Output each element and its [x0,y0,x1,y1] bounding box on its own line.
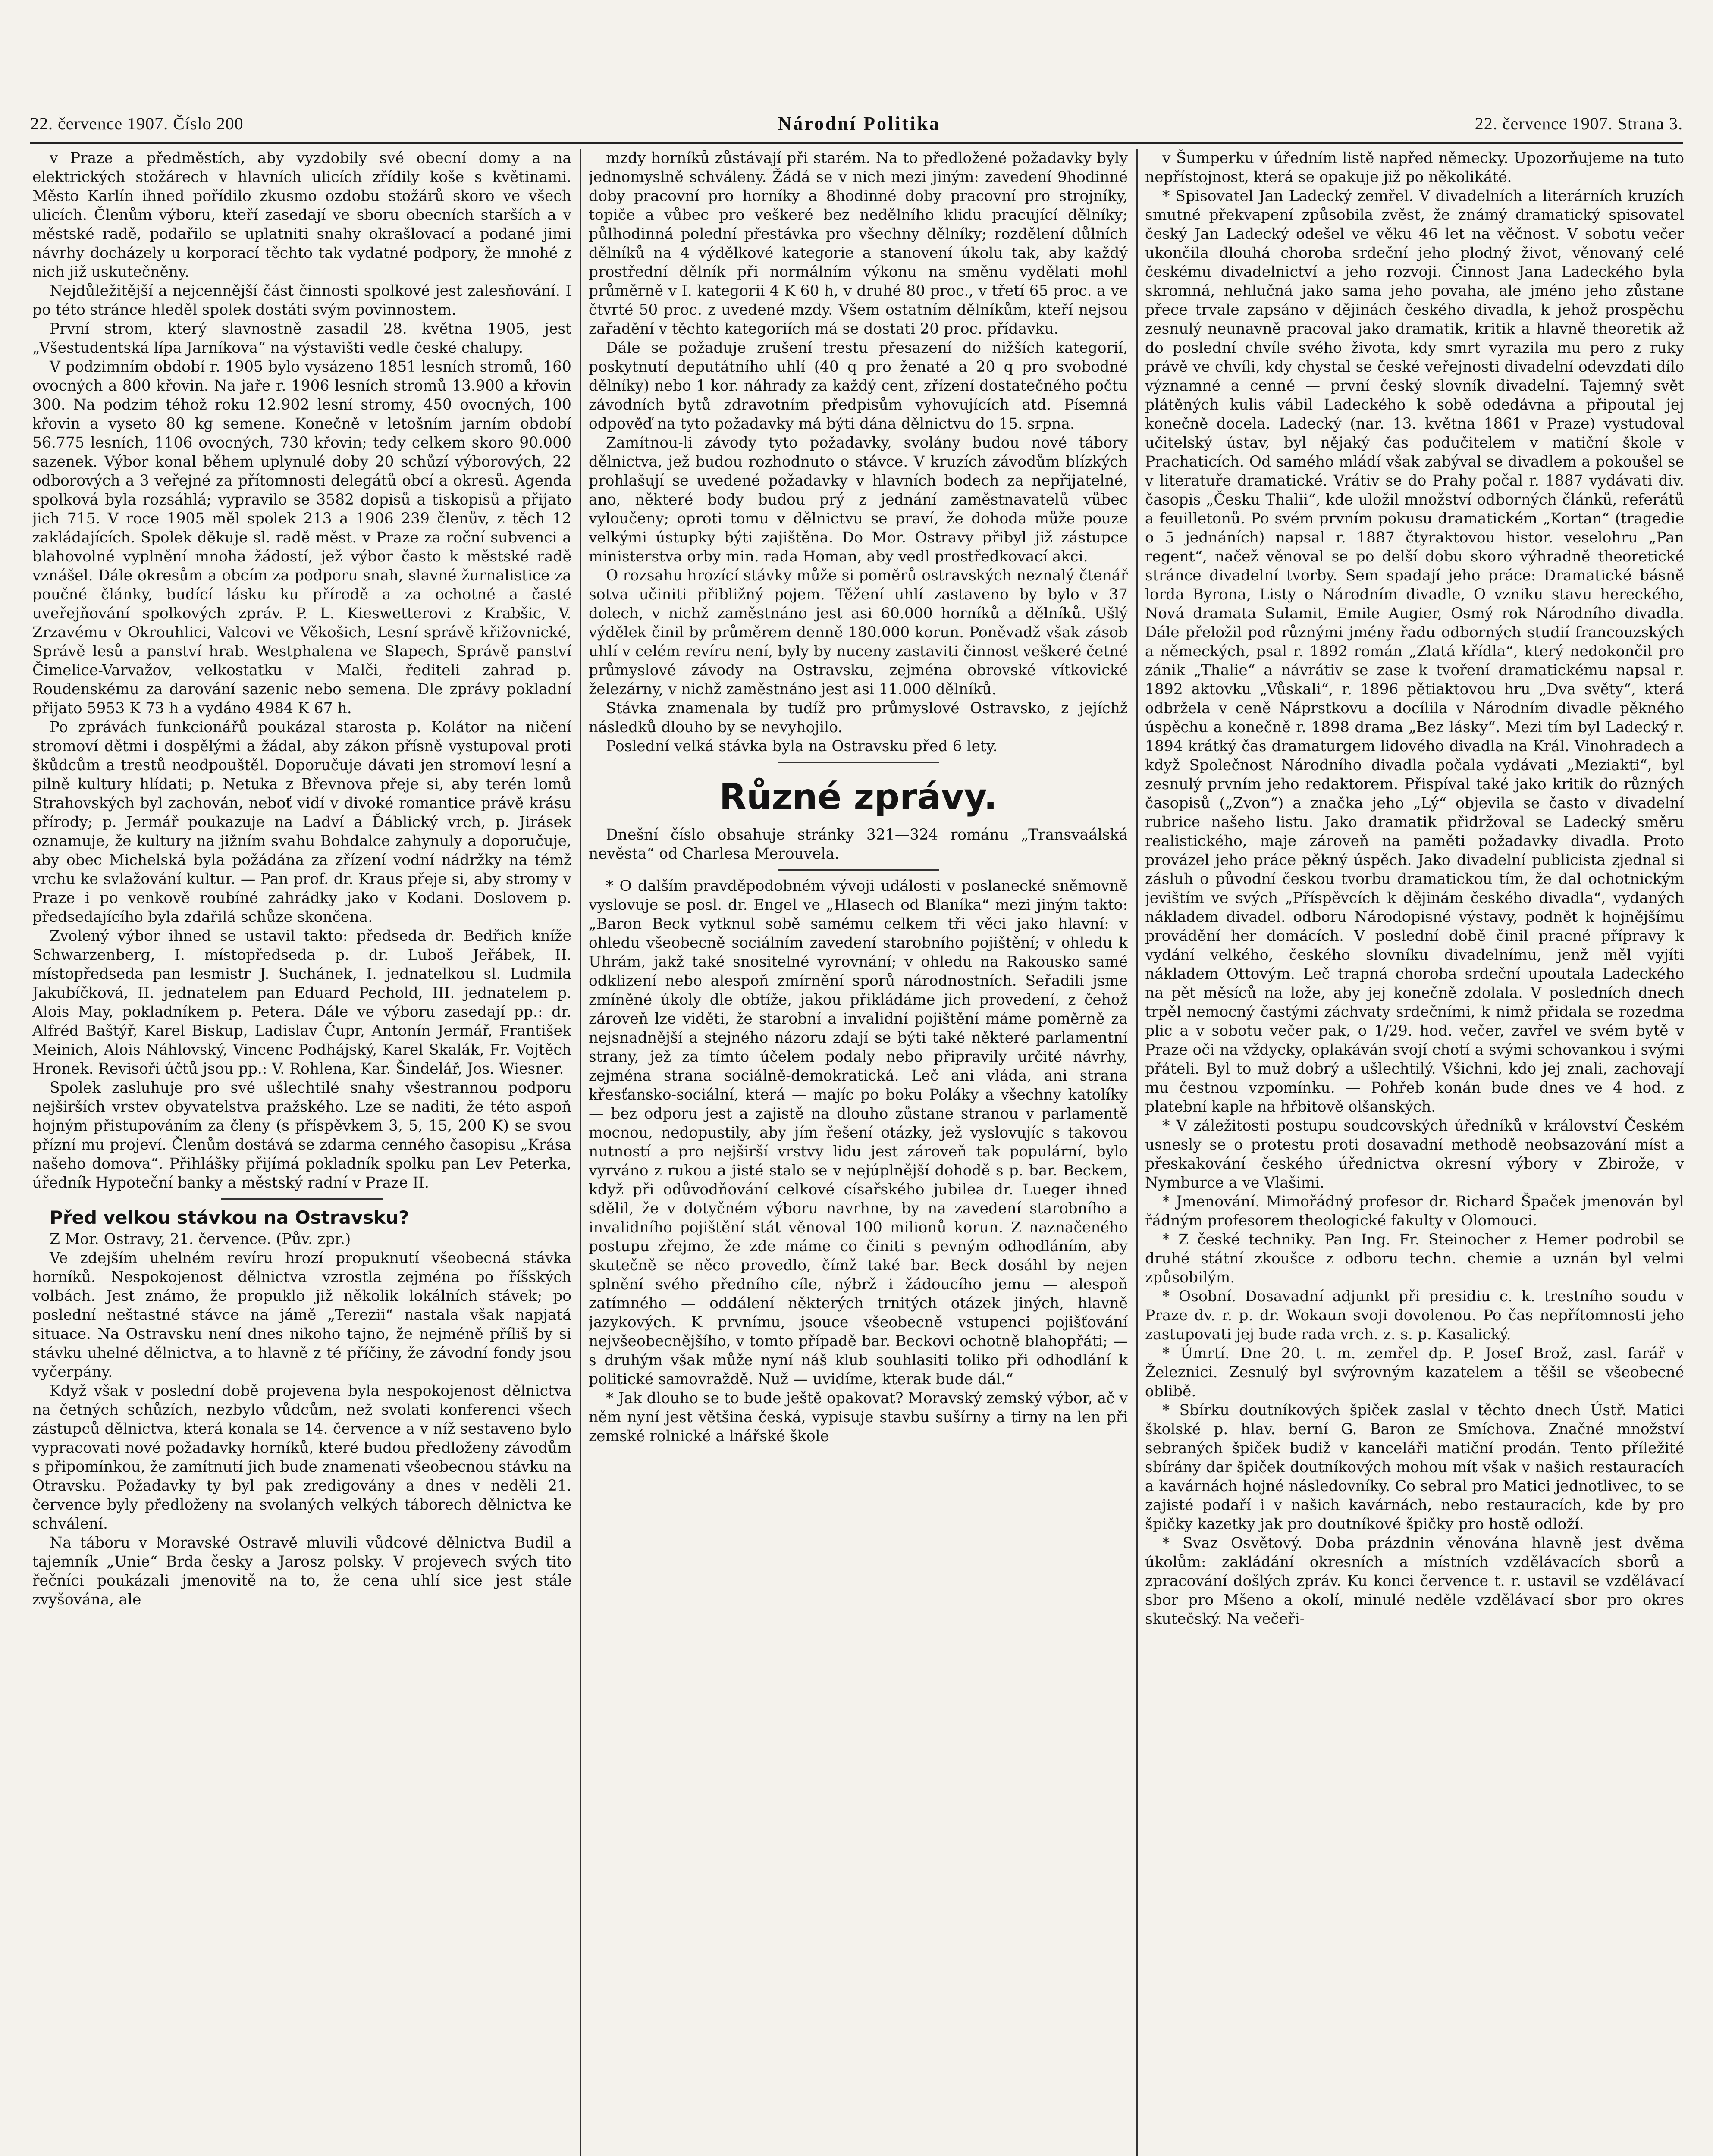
paragraph: Zvolený výbor ihned se ustavil takto: předseda dr. Bedřich kníže Schwarzenberg, I. místopředseda p. dr. Luboš Jeřábek, II. místopředseda pan lesmistr J. Suchánek, I. jednatelkou sl. Ludmila Jakubíčková, II. jednatelem pan Eduard Pechold, III. jednatelem p. Alois May, pokladníkem p. Petera. Dále ve výboru zasedají pp.: dr. Alfréd Baštýř, Karel Biskup, Ladislav Čupr, Antonín Jermář, František Meinich, Alois Náhlovský, Vincenc Podhájský, Karel Skalák, Fr. Vojtěch Hronek. Revisoři účtů jsou pp.: V. Rohlena, Kar. Šindelář, Jos. Wiesner. [32,928,571,1078]
paragraph: v Praze a předměstích, aby vyzdobily své obecní domy a na elektrických stožárech v hlavních ulicích zřídily koše s květinami. Město Karlín ihned pořídilo zkusmo ozdobu stožárů skoro ve všech ulicích. Členům výboru, kteří zasedají ve sboru obecních starších a v městské radě, podařilo se uplatniti snahy okrašlovací a podané jimi návrhy docházely u korporací těchto tak vydatné podpory, že mnohé z nich již uskutečněny. [32,150,571,281]
paragraph: Dnešní číslo obsahuje stránky 321—324 románu „Transvaálská nevěsta“ od Charlesa Merouvela. [589,826,1128,862]
column-1 [32,149,571,2156]
page-header [30,108,1683,139]
header-date-page: 22. července 1907. Strana 3. [1475,113,1683,133]
paragraph: * Jak dlouho se to bude ještě opakovat? Moravský zemský výbor, ač v něm nyní jest většina česká, vypisuje stavbu sušírny a tirny na len při zemské rolnické a lnářské škole [589,1390,1128,1445]
masthead: Národní Politika [778,113,941,134]
column-2 [589,149,1128,2156]
paragraph: V podzimním období r. 1905 bylo vysázeno 1851 lesních stromů, 160 ovocných a 800 křovin. Na jaře r. 1906 lesních stromů 13.900 a křovin 300. Na podzim téhož roku 12.902 lesní stromy, 450 ovocných, 100 křovin a vyseto 80 kg semene. Konečně v letošním jarním období 56.775 lesních, 1106 ovocných, 730 křovin; tedy celkem skoro 90.000 sazenek. Výbor konal během uplynulé doby 20 schůzí výborových, 22 odborových a 3 veřejné za přítomnosti delegátů obcí a okresů. Agenda spolková byla rozsáhlá; vypravilo se 3582 dopisů a tiskopisů a přijato jich 715. V roce 1905 měl spolek 213 a 1906 239 členův, z těch 12 zakládajících. Spolek děkuje sl. radě měst. v Praze za roční subvenci a blahovolné vyplnění mnoha žádostí, jež výbor často k městské radě vznášel. Dále okresům a obcím za podporu snah, slavné žurnalistice za poučné články, budící lásku ku přírodě a za ochotné a časté uveřejňování spolkových zpráv. P. L. Kieswetterovi z Krabšic, V. Zrzavému v Okrouhlici, Valcovi ve Věkošich, Lesní správě křižovnické, Správě lesů a panství hrab. Westphalena ve Slapech, Správě panství Čimelice-Varvažov, velkostatku v Malči, řediteli zahrad p. Roudenskému za darování sazenic nebo semena. Dle zprávy pokladní přijato 5953 K 73 h a vydáno 4984 K 67 h. [32,358,571,717]
paragraph: * Osobní. Dosavadní adjunkt při presidiu c. k. trestního soudu v Praze dv. r. p. dr. Wokaun svoji dovolenou. Po čas nepřítomnosti jeho zastupovati jej bude rada vrch. z. s. p. Kasalický. [1145,1288,1684,1343]
paragraph: Nejdůležitější a nejcennější část činnosti spolkové jest zalesňování. I po této stránce hleděl spolek dostáti svým povinnostem. [32,282,571,319]
paragraph: mzdy horníků zůstávají při starém. Na to předložené požadavky byly jednomyslně schváleny. Žádá se v nich mezi jiným: zavedení 9hodinné doby pracovní pro horníky a 8hodinné doby pracovní pro strojníky, topiče a vůbec pro veškeré bez nedělního klidu pracující dělníky; půlhodinná polední přestávka pro všechny dělníky; rozdělení důlních dělníků na 4 výdělkové kategorie a stanovení úkolu tak, aby každý prostřední dělník při normálním výkonu na směnu vydělati mohl průměrně v I. kategorii 4 K 60 h, v druhé 80 proc., v třetí 65 proc. a ve čtvrté 50 proc. z uvedené mzdy. Všem ostatním dělníkům, kteří nejsou zařadění v těchto kategoriích má se dostati 20 proc. přídavku. [589,150,1128,338]
paragraph: * Jmenování. Mimořádný profesor dr. Richard Špaček jmenován byl řádným profesorem theologické fakulty v Olomouci. [1145,1193,1684,1229]
paragraph: * V záležitosti postupu soudcovských úředníků v království Českém usnesly se o protestu proti dosavadní methodě neobsazování míst a přeskakování českého úřednictva okresní výbory v Zbirože, v Nymburce a ve Vlašimi. [1145,1117,1684,1191]
header-rule [30,142,1683,144]
paragraph: Ve zdejším uhelném revíru hrozí propuknutí všeobecná stávka horníků. Nespokojenost dělnictva vzrostla zejména po říšských volbách. Jest známo, že propuklo již několik lokálních stávek; po poslední neštastné stávce na jámě „Terezii“ nastala však napjatá situace. Na Ostravsku není dnes nikoho tajno, že nejméně příliš by si stávku uhelné dělnictva, a to hlavně z té příčiny, že závodní fondy jsou vyčerpány. [32,1250,571,1381]
section-separator [778,762,939,763]
article-heading: Před velkou stávkou na Ostravsku? [50,1207,409,1228]
paragraph: Zamítnou-li závody tyto požadavky, svolány budou nové tábory dělnictva, jež budou rozhodnuto o stávce. V kruzích závodům blízkých prohlašují se uvedené požadavky v hlavních bodech za nepřijatelné, ano, některé body budou prý z jednání zaměstnavatelů vůbec vyloučeny; oproti tomu v dělnictvu se praví, že dohoda může pouze velkými ústupky býti zajištěna. Do Mor. Ostravy přibyl již zástupce ministerstva orby min. rada Homan, aby vedl prostředkovací akci. [589,434,1128,565]
paragraph: Na táboru v Moravské Ostravě mluvili vůdcové dělnictva Budil a tajemník „Unie“ Brda česky a Jarosz polsky. V projevech svých tito řečníci poukázali jmenovitě na to, že cena uhlí sice jest stále zvyšována, ale [32,1534,571,1608]
dateline: Z Mor. Ostravy, 21. července. (Pův. zpr.) [50,1231,351,1248]
paragraph: * Úmrtí. Dne 20. t. m. zemřel dp. P. Josef Brož, zasl. farář v Železnici. Zesnulý byl svýrovným kazatelem a těšil se všeobecné oblibě. [1145,1345,1684,1400]
paragraph: První strom, který slavnostně zasadil 28. května 1905, jest „Všestudentská lípa Jarníkova“ na výstavišti vedle české chalupy. [32,320,571,357]
paragraph: Když však v poslední době projevena byla nespokojenost dělnictva na četných schůzích, nezbylo vůdcům, než svolati konferenci všech zástupců dělnictva, která konala se 14. července a v níž sestaveno bylo vypracovati nové požadavky horníků, které budou předloženy závodům s připomínkou, že zamítnutí jich bude znamenati všeobecnou stávku na Otravsku. Požadavky ty byl pak zredigovány a dnes v neděli 21. července byly předloženy na svolaných velkých táborech dělnictva ke schválení. [32,1382,571,1532]
paragraph: * Sbírku doutníkových špiček zaslal v těchto dnech Ústř. Matici školské p. hlav. berní G. Baron ze Smíchova. Značné množství sebraných špiček budiž v kanceláři matiční prodán. Tento příležité sbírány dar špiček doutníkových mohou mít však v našich restauracích a kavárnách hojné následovníky. Co sebral pro Matici jednotlivec, to se zajisté podaří i v našich kavárnách, nebo restauracích, kde by pro špičky kazetky jak pro doutníkové špičky pro hostě odloží. [1145,1402,1684,1533]
section-heading: Různé zprávy. [719,777,998,818]
column-3 [1145,149,1684,2156]
paragraph: v Šumperku v úředním listě napřed německy. Upozorňujeme na tuto nepřístojnost, která se opakuje již po několikáté. [1145,150,1684,186]
paragraph: * Spisovatel Jan Ladecký zemřel. V divadelních a literárních kruzích smutné překvapení způsobila zvěst, že známý dramatický spisovatel český Jan Ladecký odešel ve věku 46 let na věčnost. V sobotu večer ukončila dlouhá choroba srdeční jeho plodný život, věnovaný celé českému divadelnictví a jeho rozvoji. Činnost Jana Ladeckého byla skromná, nehlučná jako sama jeho povaha, ale jméno jeho zůstane přece trvale zapsáno v dějinách českého divadla, k jehož prospěchu zesnulý neunavně pracoval jako dramatik, kritik a hlavně theoretik až do poslední chvíle svého života, kdy smrt vyrazila mu pero z ruky právě ve chvíli, kdy chystal se české veřejnosti divadelní odevzdati dílo významné a cenné — první český slovník divadelní. Tajemný svět plátěných kulis vábil Ladeckého k sobě odedávna a připoutal jej konečně docela. Ladecký (nar. 13. května 1861 v Praze) vystudoval učitelský ústav, byl nějaký čas podučitelem v matiční škole v Prachaticích. Od samého mládí však zabýval se divadlem a pokoušel se v literatuře dramatické. Vrátiv se do Prahy počal r. 1887 vydávati div. časopis „Česku Thalii“, kde uložil množství odborných článků, referátů a feuilletonů. Po svém prvním pokusu dramatickém „Kortan“ (tragedie o 5 jednáních) napsal r. 1887 čtyraktovou histor. veselohru „Pan regent“, načež věnoval se po delší dobu skoro výhradně theoretické stránce divadelní tvorby. Sem spadají jeho práce: Dramatické básně lorda Byrona, Listy o Národním divadle, O vzniku stavu hereckého, Nová dramata Sulamit, Emile Augier, Osmý rok Národního divadla. Dále přeložil pod různými jmény řadu odborných studií francouzských a německých, psal r. 1892 román „Zlatá křídla“, který nedokončil pro zánik „Thalie“ a návrátiv se zase k tvoření dramatickému napsal r. 1892 aktovku „Vůskali“, r. 1896 pětiaktovou hru „Dva světy“, která odbržela v ceně Náprstkovu a docílila v Národním divadle pěkného úspěchu a konečně r. 1898 drama „Bez lásky“. Mezi tím byl Ladecký r. 1894 krátký čas dramaturgem lidového divadla na Král. Vinohradech a když Společnost Národního divadla počala vydávati „Meziakti“, byl zesnulý prvním jeho redaktorem. Přispíval také jako kritik do různých časopisů („Zvon“) a značka jeho „Lý“ objevila se často v divadelní rubrice našeho listu. Jako dramatik přidržoval se Ladecký směru realistického, maje zároveň na paměti požadavky divadla. Proto provázel jeho práce pěkný úspěch. Jako divadelní publicista zjednal si zásluh o původní českou tvorbu dramatickou tím, že dal ochotnickým jevištím ve svých „Příspěvcích k dějinám českého divadla“, vydaných nákladem divadel. odboru Národopisné výstavy, podnět k hojnějšímu provádění her domácích. V poslední době činil pracné přípravy k vydání velkého, českého slovníku divadelnímu, jenž měl vyjíti nákladem Ottovým. Leč trapná choroba srdeční upoutala Ladeckého na pět měsíců na lože, aby jej konečně zdolala. V posledních dnech trpěl nemocný častými záchvaty srdečními, k nimž přidala se rozedma plic a v sobotu večer pak, o 1/29. hod. večer, zavřel ve svém bytě v Praze oči na vždycky, oplakáván svojí chotí a svými schovankou i svými přáteli. Byl to muž dobrý a ušlechtilý. Všichni, kdo jej znali, zachovají mu čestnou vzpomínku. — Pohřeb konán bude dnes ve 4 hod. z platební kaple na hřbitově olšanských. [1145,188,1684,1116]
paragraph: Poslední velká stávka byla na Ostravsku před 6 lety. [606,738,998,755]
paragraph: * Svaz Osvětový. Doba prázdnin věnována hlavně jest dvěma úkolům: zakládání okresních a místních vzdělávacích sborů a zpracování došlých zpráv. Ku konci července t. r. ustavil se vzdělávací sbor pro Mšeno a okolí, minulé neděle vzdělávací sbor pro okres skutečský. Na večeři- [1145,1535,1684,1628]
paragraph: Dále se požaduje zrušení trestu přesazení do nižších kategorií, poskytnutí deputátního uhlí (40 q pro ženaté a 20 q pro svobodné dělníky) nebo 1 kor. náhrady za každý cent, zřízení dostatečného počtu závodních bytů zdravotním předpisům vyhovujících atd. Písemná odpověď na tyto požadavky má býti dána dělnictvu do 15. srpna. [589,339,1128,432]
header-date-issue: 22. července 1907. Číslo 200 [30,113,244,133]
paragraph: Spolek zasluhuje pro své ušlechtilé snahy všestrannou podporu nejširších vrstev obyvatelstva pražského. Lze se naditi, že této aspoň hojným přistupováním za členy (s příspěvkem 3, 5, 15, 200 K) se svou přízní mu projeví. Členům dostává se zdarma cenného časopisu „Krása našeho domova“. Přihlášky přijímá pokladník spolku pan Lev Peterka, úředník Hypoteční banky a městský radní v Praze II. [32,1079,571,1191]
paragraph: Stávka znamenala by tudíž pro průmyslové Ostravsko, z jejíchž následků dlouho by se nevyhojilo. [589,700,1128,736]
article-separator [221,1198,383,1200]
article-separator [778,869,939,871]
column-divider [580,149,581,2156]
paragraph: Po zprávách funkcionářů poukázal starosta p. Kolátor na ničení stromoví dětmi i dospělými a žádal, aby zákon přísně vystupoval proti škůdcům a trestů neodpouštěl. Doporučuje dávati jen stromoví lesní a pilně kultury hlídati; p. Netuka z Břevnova přeje si, aby terén lomů Strahovských byl zachován, neboť vidí v divoké romantice právě krásu přírody; p. Jermář poukazuje na Ladví a Ďáblický vrch, p. Jirásek oznamuje, že kultury na jižním svahu Bohdalce zahynuly a doporučuje, aby obec Michelská byla požádána za zřízení vodní nádržky na témž vrchu ke svlažování kultur. — Pan prof. dr. Kraus přeje si, aby stromy v Praze i po venkově roubíné zahrádky jako v Kodani. Doslovem p. předsedajícího byla zdařilá schůze skončena. [32,719,571,926]
paragraph: * O dalším pravděpodobném vývoji události v poslanecké sněmovně vyslovuje se posl. dr. Engel ve „Hlasech od Blaníka“ mezi jiným takto: „Baron Beck vytknul sobě samému celkem tři věci jako hlavní: v ohledu všeobecně sociálním zavedení starobního pojištění; v ohledu k Uhrám, jakž také snositelné vyrovnání; v ohledu na Rakousko samé odklizení nebo alespoň zmírnění sporů národnostních. Seřadili jsme zmíněné úkoly dle obtíže, jakou přikládáme jich provedení, z čehož zároveň lze viděti, že starobní a invalidní pojištění máme poměrně za nejsnadnější a stejného názoru zdají se býti také některé parlamentní strany, jež za tímto účelem podaly nebo připravily určité návrhy, zejména strana sociálně-demokratická. Leč ani vláda, ani strana křesťansko-sociální, která — majíc po boku Poláky a všechny katolíky — bez odporu jest a zajistě na dlouho zůstane stranou v parlamentě mocnou, nedopustily, aby jím řešení otázky, jež vyslovujíc s takovou nutností a pro nejširší vrstvy lidu jest zároveň tak populární, bylo vyrváno z rukou a jisté stalo se v nejúplnější dohodě s p. bar. Beckem, když při odůvodňování celkové císařského jubilea dr. Lueger ihned sdělil, že v dotyčném výboru navrhne, by na zavedení starobního a invalidního pojištění stát věnoval 100 milionů korun. Z naznačeného postupu zřejmo, že zde máme co činiti s pevným odhodláním, aby skutečně se něco provedlo, čímž také bar. Beck dosáhl by nejen splnění svého předního cíle, nýbrž i žádoucího jemu — alespoň zatímného — oddálení některých trnitých otázek jiných, hlavně jazykových. K prvnímu, jsouce všeobecně vstupenci pojišťování nejvšeobecnějšího, v tomto případě bar. Beckovi ochotně blahopřáti; — s druhým však může nyní náš klub souhlasiti toliko při odhodlání k politické samovraždě. Nuž — uvidíme, kterak bude dál.“ [589,877,1128,1388]
paragraph: * Z české techniky. Pan Ing. Fr. Steinocher z Hemer podrobil se druhé státní zkoušce z odboru techn. chemie a uznán byl velmi způsobilým. [1145,1231,1684,1286]
paragraph: O rozsahu hrozící stávky může si poměrů ostravských neznalý čtenář sotva učiniti přibližný pojem. Těžení uhlí zastaveno by bylo v 37 dolech, v nichž zaměstnáno jest asi 60.000 horníků a dělníků. Ušlý výdělek činil by průměrem denně 180.000 korun. Poněvadž však zásob uhlí v celém revíru není, byly by nuceny zastaviti činnost veškeré četné průmyslové závody na Ostravsku, zejména obrovské vítkovické železárny, v nichž zaměstnáno jest asi 11.000 dělníků. [589,567,1128,698]
column-divider [1136,149,1138,2156]
